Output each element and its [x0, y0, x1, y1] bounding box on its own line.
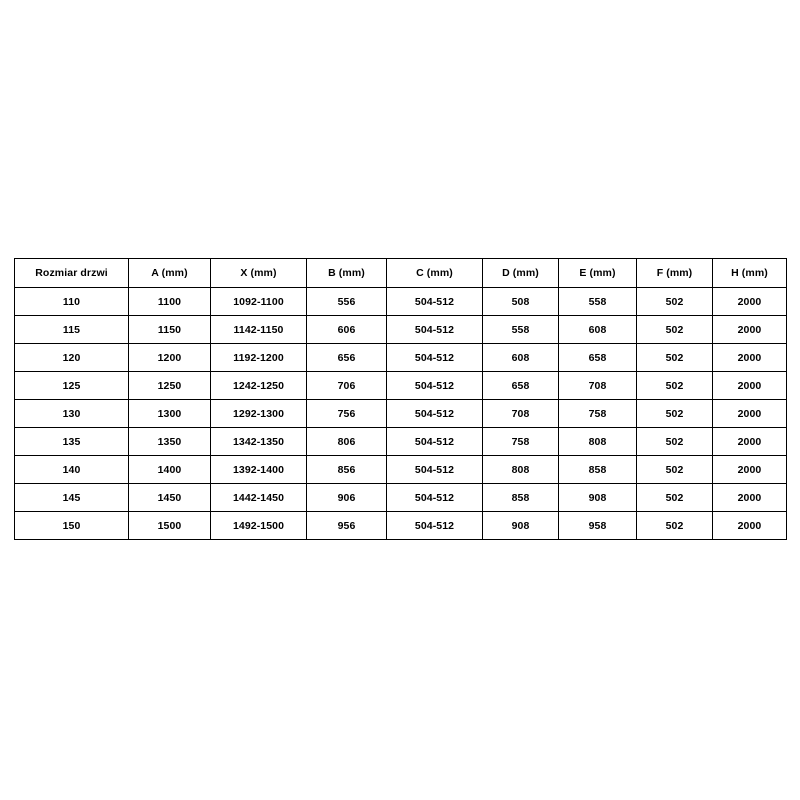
table-cell: 1200: [129, 344, 211, 372]
spec-table-container: [14, 258, 786, 540]
column-header-c: C (mm): [387, 259, 483, 288]
table-cell: 2000: [713, 288, 787, 316]
table-cell: 502: [637, 372, 713, 400]
table-row: [15, 372, 787, 400]
table-cell: 1492-1500: [211, 512, 307, 540]
table-cell: 1500: [129, 512, 211, 540]
table-cell: 502: [637, 400, 713, 428]
table-header-row: [15, 259, 787, 288]
table-cell: 504-512: [387, 512, 483, 540]
table-cell: 504-512: [387, 316, 483, 344]
table-cell: 908: [483, 512, 559, 540]
column-header-a: A (mm): [129, 259, 211, 288]
table-cell: 502: [637, 484, 713, 512]
table-cell: 1400: [129, 456, 211, 484]
table-cell: 1342-1350: [211, 428, 307, 456]
table-cell: 504-512: [387, 400, 483, 428]
table-cell: 808: [559, 428, 637, 456]
table-cell: 2000: [713, 456, 787, 484]
table-cell: 658: [483, 372, 559, 400]
table-cell: 2000: [713, 428, 787, 456]
table-cell: 608: [483, 344, 559, 372]
table-cell: 504-512: [387, 344, 483, 372]
table-cell: 502: [637, 428, 713, 456]
table-cell: 135: [15, 428, 129, 456]
table-cell: 756: [307, 400, 387, 428]
table-header: [15, 259, 787, 288]
column-header-d: D (mm): [483, 259, 559, 288]
table-cell: 1092-1100: [211, 288, 307, 316]
table-row: [15, 512, 787, 540]
table-cell: 2000: [713, 484, 787, 512]
table-row: [15, 288, 787, 316]
column-header-rozmiar-drzwi: Rozmiar drzwi: [15, 259, 129, 288]
table-cell: 1250: [129, 372, 211, 400]
table-row: [15, 344, 787, 372]
table-cell: 504-512: [387, 456, 483, 484]
column-header-h: H (mm): [713, 259, 787, 288]
table-cell: 908: [559, 484, 637, 512]
table-cell: 145: [15, 484, 129, 512]
table-cell: 508: [483, 288, 559, 316]
table-cell: 656: [307, 344, 387, 372]
table-cell: 708: [483, 400, 559, 428]
table-cell: 502: [637, 316, 713, 344]
table-cell: 708: [559, 372, 637, 400]
table-cell: 502: [637, 288, 713, 316]
table-cell: 110: [15, 288, 129, 316]
table-cell: 120: [15, 344, 129, 372]
table-row: [15, 456, 787, 484]
table-cell: 2000: [713, 512, 787, 540]
table-cell: 1292-1300: [211, 400, 307, 428]
table-cell: 558: [559, 288, 637, 316]
table-cell: 1442-1450: [211, 484, 307, 512]
table-cell: 2000: [713, 344, 787, 372]
table-cell: 1100: [129, 288, 211, 316]
table-cell: 658: [559, 344, 637, 372]
table-row: [15, 484, 787, 512]
table-cell: 758: [559, 400, 637, 428]
table-cell: 758: [483, 428, 559, 456]
table-cell: 1392-1400: [211, 456, 307, 484]
table-cell: 606: [307, 316, 387, 344]
table-cell: 958: [559, 512, 637, 540]
table-cell: 502: [637, 456, 713, 484]
table-cell: 806: [307, 428, 387, 456]
table-cell: 858: [559, 456, 637, 484]
table-row: [15, 316, 787, 344]
table-cell: 1142-1150: [211, 316, 307, 344]
table-cell: 1150: [129, 316, 211, 344]
table-cell: 504-512: [387, 428, 483, 456]
table-cell: 1192-1200: [211, 344, 307, 372]
table-row: [15, 400, 787, 428]
table-cell: 706: [307, 372, 387, 400]
table-cell: 2000: [713, 316, 787, 344]
table-cell: 130: [15, 400, 129, 428]
table-cell: 502: [637, 344, 713, 372]
table-cell: 115: [15, 316, 129, 344]
table-cell: 140: [15, 456, 129, 484]
column-header-e: E (mm): [559, 259, 637, 288]
table-cell: 502: [637, 512, 713, 540]
table-cell: 2000: [713, 372, 787, 400]
column-header-x: X (mm): [211, 259, 307, 288]
table-cell: 556: [307, 288, 387, 316]
table-cell: 2000: [713, 400, 787, 428]
table-cell: 1300: [129, 400, 211, 428]
table-cell: 856: [307, 456, 387, 484]
table-cell: 808: [483, 456, 559, 484]
table-cell: 504-512: [387, 288, 483, 316]
table-cell: 608: [559, 316, 637, 344]
door-size-specification-table: [14, 258, 787, 540]
table-cell: 1350: [129, 428, 211, 456]
column-header-f: F (mm): [637, 259, 713, 288]
table-cell: 956: [307, 512, 387, 540]
table-cell: 1450: [129, 484, 211, 512]
table-cell: 125: [15, 372, 129, 400]
column-header-b: B (mm): [307, 259, 387, 288]
table-cell: 504-512: [387, 484, 483, 512]
table-cell: 150: [15, 512, 129, 540]
table-cell: 504-512: [387, 372, 483, 400]
table-body: [15, 288, 787, 540]
table-cell: 558: [483, 316, 559, 344]
table-cell: 858: [483, 484, 559, 512]
table-row: [15, 428, 787, 456]
table-cell: 906: [307, 484, 387, 512]
table-cell: 1242-1250: [211, 372, 307, 400]
